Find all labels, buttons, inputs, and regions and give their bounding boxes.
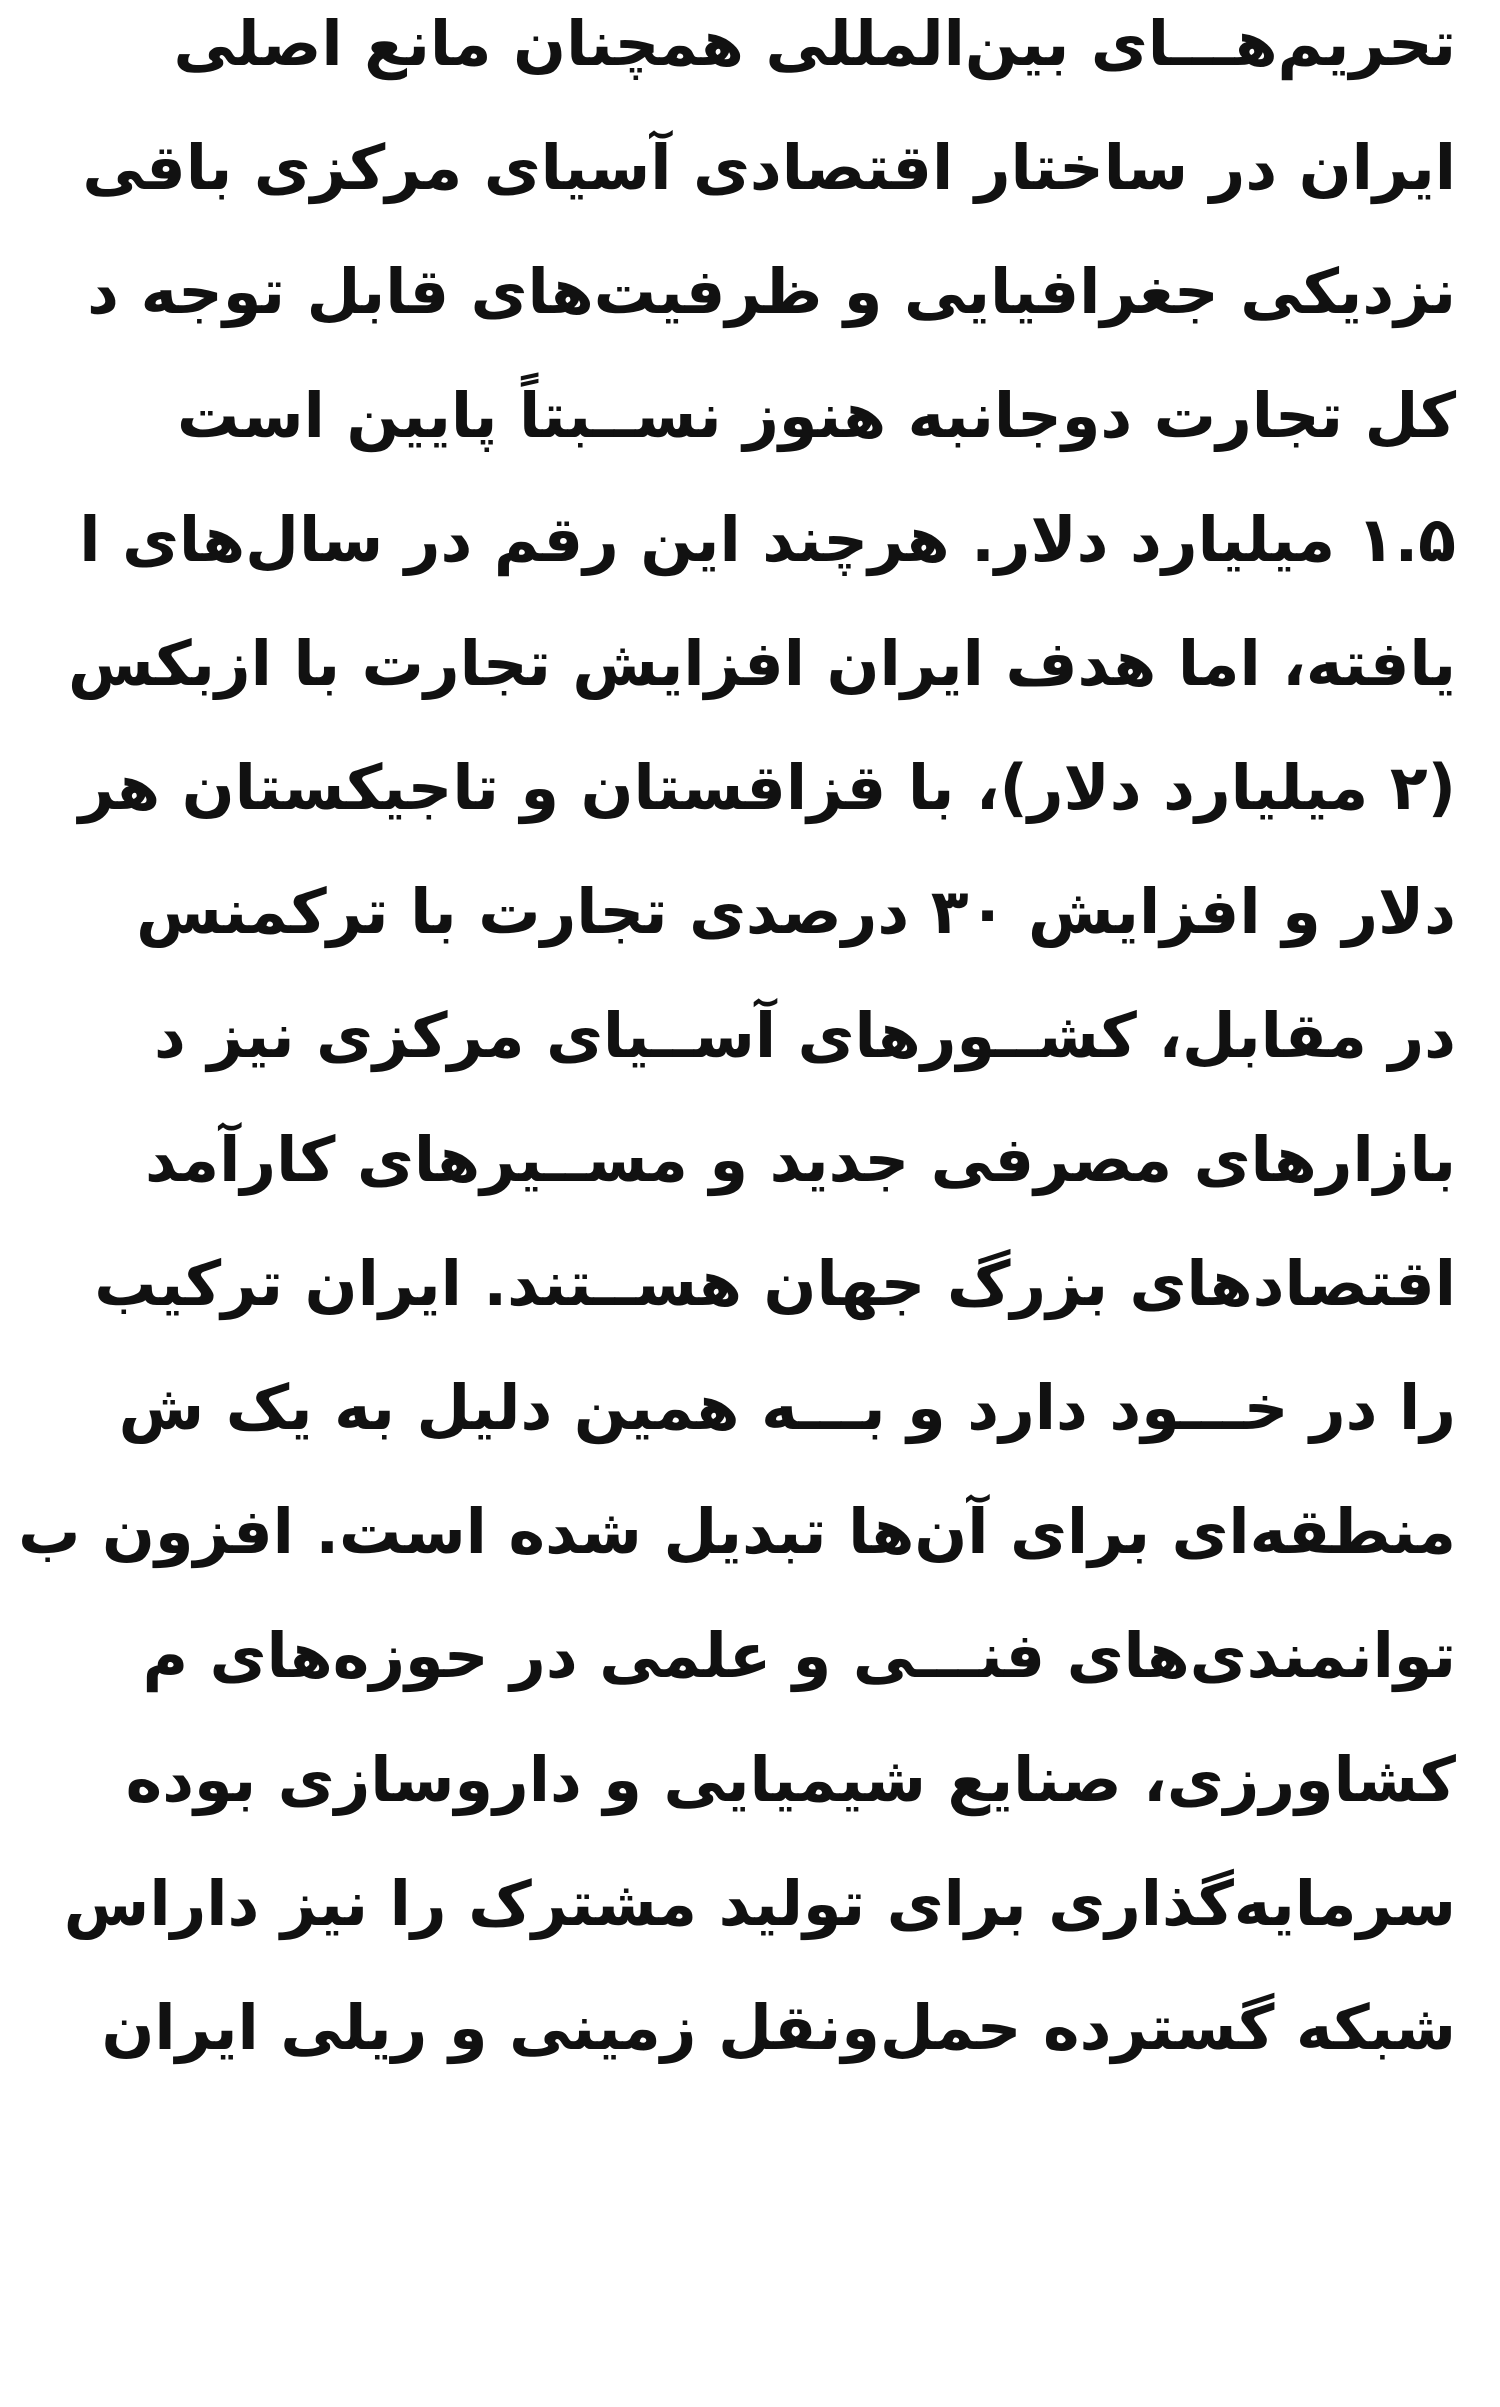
text-line: را در خـــود دارد و بـــه همین دلیل به یک ش — [118, 1371, 1456, 1444]
text-line: ایران در ساختار اقتصادی آسیای مرکزی باقی — [82, 131, 1456, 204]
text-line: ۱.۵ میلیارد دلار. هرچند این رقم در سال‌های ا — [79, 503, 1456, 576]
text-line: منطقه‌ای برای آن‌ها تبدیل شده است. افزون ب — [18, 1495, 1456, 1568]
text-line: تحریم‌هـــای بین‌المللی همچنان مانع اصلی — [173, 7, 1456, 80]
text-line: دلار و افزایش ۳۰ درصدی تجارت با ترکمنس — [136, 875, 1456, 948]
text-line: شبکه گسترده حمل‌ونقل زمینی و ریلی ایران — [101, 1991, 1456, 2064]
text-line: کشاورزی، صنایع شیمیایی و داروسازی بوده — [125, 1743, 1456, 1816]
text-line: بازارهای مصرفی جدید و مســیرهای کارآمد — [144, 1123, 1456, 1196]
text-line: یافته، اما هدف ایران افزایش تجارت با ازبکس — [67, 627, 1456, 700]
text-line: در مقابل، کشــورهای آســیای مرکزی نیز د — [153, 999, 1456, 1072]
text-line: توانمندی‌های فنـــی و علمی در حوزه‌های م — [142, 1619, 1456, 1692]
text-line: (۲ میلیارد دلار)، با قزاقستان و تاجیکستان هر — [78, 751, 1456, 824]
text-line: نزدیکی جغرافیایی و ظرفیت‌های قابل توجه د — [87, 255, 1456, 328]
text-line: سرمایه‌گذاری برای تولید مشترک را نیز داراس — [63, 1867, 1456, 1940]
text-line: اقتصادهای بزرگ جهان هســتند. ایران ترکیب — [94, 1247, 1456, 1320]
text-line: کل تجارت دوجانبه هنوز نســبتاً پایین است — [177, 379, 1456, 452]
